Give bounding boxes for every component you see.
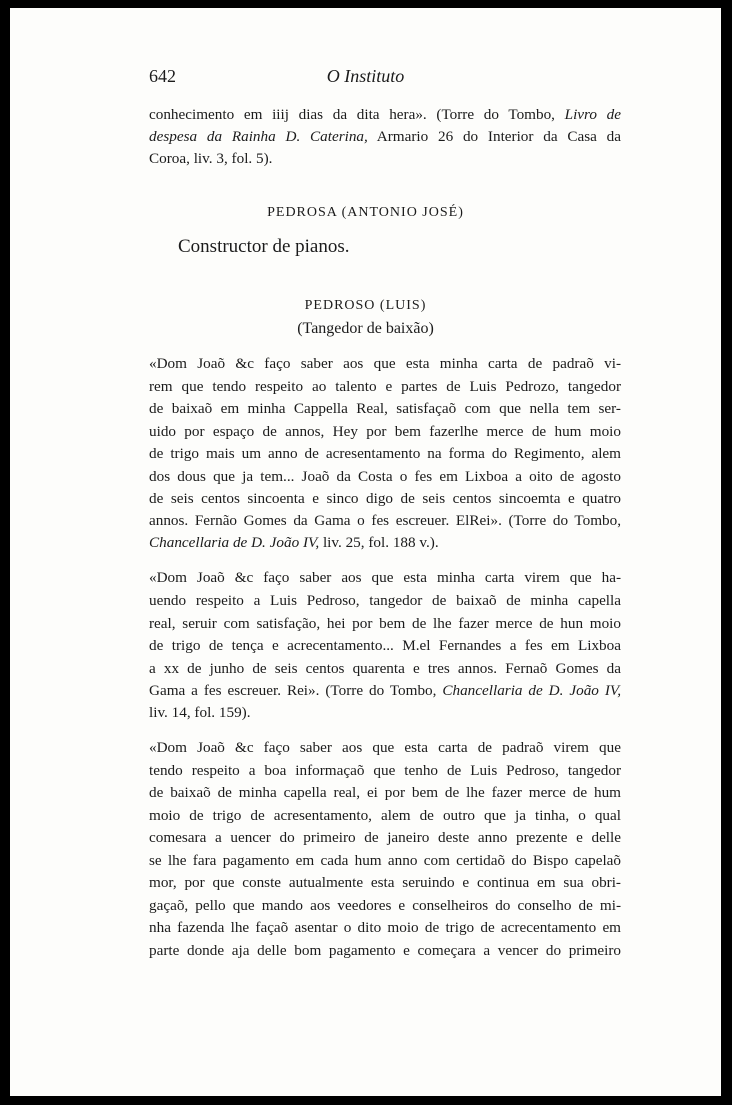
p2-line: de trigo de tença e acrecentamento... M.el Fernandes a fes em Lixboa [149, 637, 621, 654]
entry-text-constructor: Constructor de pianos. [178, 236, 350, 257]
running-title: O Instituto [326, 66, 405, 86]
p1-line: de baixaõ em minha Cappella Real, satisfaçaõ com que nella tem ser- [149, 400, 621, 417]
entry-heading-pedroso: PEDROSO (LUIS) [304, 298, 427, 313]
intro-line-1: conhecimento em iiij dias da dita hera». (Torre do Tombo, Livro de [149, 106, 621, 123]
p3-line: gaçaõ, pello que mando aos veedores e conselheiros do conselho de mi- [149, 897, 621, 914]
p2-line: a xx de junho de seis centos quarenta e tres annos. Fernaõ Gomes da [149, 660, 621, 677]
page-number: 642 [149, 66, 176, 86]
p3-line: moio de trigo de acresentamento, alem de outro que ja tinha, o qual [149, 807, 621, 824]
p3-line: nha fazenda lhe façaõ asentar o dito moio de trigo de acrecentamento em [149, 919, 621, 936]
p3-line: tendo respeito a boa informaçaõ que tenho de Luis Pedroso, tangedor [149, 762, 621, 779]
p1-last-line: Chancellaria de D. João IV, liv. 25, fol. 188 v.). [149, 534, 439, 551]
p1-line: annos. Fernão Gomes da Gama o fes escreuer. ElRei». (Torre do Tombo, [149, 512, 621, 529]
p1-line: de seis centos sincoenta e sinco digo de seis centos sincoemta e quatro [149, 490, 621, 507]
p1-line: de trigo mais um anno de acresentamento na forma do Regimento, alem [149, 445, 621, 462]
p2-line: «Dom Joaõ &c faço saber aos que esta minha carta virem que ha- [149, 569, 621, 586]
p1-line: rem que tendo respeito ao talento e partes de Luis Pedrozo, tangedor [149, 378, 621, 395]
p2-line: uendo respeito a Luis Pedroso, tangedor de baixaõ de minha capella [149, 592, 621, 609]
entry-heading-pedrosa: PEDROSA (ANTONIO JOSÉ) [267, 205, 464, 220]
p1-line: dos dous que ja tem... Joaõ da Costa o fes em Lixboa a oito de agosto [149, 468, 621, 485]
p2-line: real, seruir com satisfação, hei por bem de lhe fazer merce de hun moio [149, 615, 621, 632]
p1-line: «Dom Joaõ &c faço saber aos que esta minha carta de padraõ vi- [149, 355, 621, 372]
page [10, 8, 721, 1096]
p2-line-6: Gama a fes escreuer. Rei». (Torre do Tombo, Chancellaria de D. João IV, [149, 682, 621, 699]
entry-subheading: (Tangedor de baixão) [297, 320, 434, 337]
p1-line: uido por espaço de annos, Hey por bem fazerlhe merce de hum moio [149, 423, 621, 440]
p3-line: «Dom Joaõ &c faço saber aos que esta carta de padraõ virem que [149, 739, 621, 756]
p3-line: de baixaõ de minha capella real, ei por bem de lhe fazer merce de hum [149, 784, 621, 801]
p3-line: parte donde aja delle bom pagamento e começara a vencer do primeiro [149, 942, 621, 959]
intro-line-2: despesa da Rainha D. Caterina, Armario 26 do Interior da Casa da [149, 128, 621, 145]
p3-line: mor, por que conste autualmente esta seruindo e continua em sua obri- [149, 874, 621, 891]
p2-last-line: liv. 14, fol. 159). [149, 704, 251, 721]
p3-line: se lhe fara pagamento em cada hum anno com certidaõ do Bispo capelaõ [149, 852, 621, 869]
intro-line-3: Coroa, liv. 3, fol. 5). [149, 150, 273, 167]
p3-line: comesara a uencer do primeiro de janeiro deste anno prezente e delle [149, 829, 621, 846]
